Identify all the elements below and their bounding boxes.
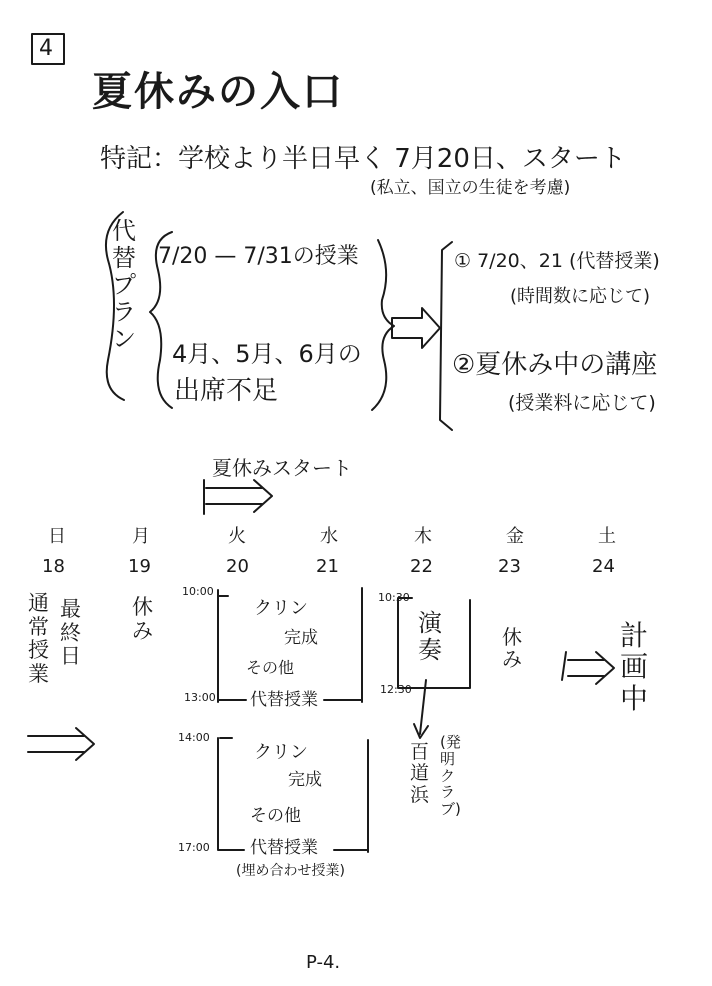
- monday-holiday: 休み: [132, 595, 153, 643]
- weekday-wed: 水: [320, 526, 338, 547]
- thu-destination: 百道浜: [410, 741, 430, 806]
- start-arrow: [206, 480, 272, 512]
- block1-line1: クリン: [254, 598, 308, 619]
- block2-line2: 完成: [288, 770, 322, 790]
- block1-line4: 代替授業: [250, 690, 318, 710]
- thu-start-time: 10:30: [378, 591, 410, 604]
- block1-start-time: 10:00: [182, 585, 214, 598]
- date-22: 22: [410, 556, 433, 577]
- thu-end-time: 12:30: [380, 683, 412, 696]
- date-21: 21: [316, 556, 339, 577]
- plan-item-2-line1: 4月、5月、6月の: [172, 340, 362, 368]
- weekday-sat: 土: [598, 526, 616, 547]
- weekday-fri: 金: [506, 526, 524, 547]
- result-bracket: [440, 242, 452, 430]
- note-line: 特記：学校より半日早く 7月20日、スタート: [100, 144, 626, 174]
- date-24: 24: [592, 556, 615, 577]
- plan-label: 代替プラン: [112, 217, 136, 353]
- result-1: ① 7/20、21 (代替授業): [454, 250, 660, 272]
- date-23: 23: [498, 556, 521, 577]
- weekday-sun: 日: [48, 526, 66, 547]
- block1-end-time: 13:00: [184, 691, 216, 704]
- block2-start-time: 14:00: [178, 731, 210, 744]
- friday-holiday: 休み: [502, 625, 522, 672]
- page-number-badge: 4: [39, 36, 53, 61]
- block1-line3: その他: [246, 658, 295, 677]
- weekday-mon: 月: [132, 526, 150, 547]
- block2-line4: 代替授業: [250, 838, 318, 858]
- block2-footnote: (埋め合わせ授業): [236, 863, 345, 879]
- date-19: 19: [128, 556, 151, 577]
- block2-line1: クリン: [254, 742, 308, 763]
- plan-item-2-line2: 出席不足: [174, 376, 279, 406]
- weekday-thu: 木: [414, 526, 432, 547]
- date-20: 20: [226, 556, 249, 577]
- saturday-planning: 計画中: [620, 619, 649, 715]
- page-footer: P-4.: [306, 952, 341, 973]
- thu-destination-note: (発明クラブ): [440, 733, 461, 819]
- sunday-arrow: [28, 728, 94, 760]
- date-18: 18: [42, 556, 65, 577]
- sunday-last-day: 最終日: [60, 597, 81, 669]
- saturday-arrow: [562, 652, 614, 684]
- plan-item-1: 7/20 — 7/31の授業: [158, 244, 359, 269]
- block2-end-time: 17:00: [178, 841, 210, 854]
- right-brace: [372, 240, 394, 410]
- weekday-tue: 火: [228, 526, 246, 547]
- result-2: ②夏休み中の講座: [452, 350, 658, 380]
- result-1-sub: (時間数に応じて): [510, 286, 651, 307]
- result-2-sub: (授業料に応じて): [508, 392, 656, 414]
- sunday-regular-class: 通常授業: [28, 591, 49, 686]
- block1-line2: 完成: [284, 628, 318, 648]
- note-sub: (私立、国立の生徒を考慮): [370, 178, 571, 198]
- block2-line3: その他: [250, 806, 301, 826]
- start-label: 夏休みスタート: [212, 456, 352, 480]
- thu-performance: 演奏: [418, 609, 442, 664]
- hollow-arrow: [392, 308, 440, 348]
- page-title: 夏休みの入口: [92, 69, 344, 115]
